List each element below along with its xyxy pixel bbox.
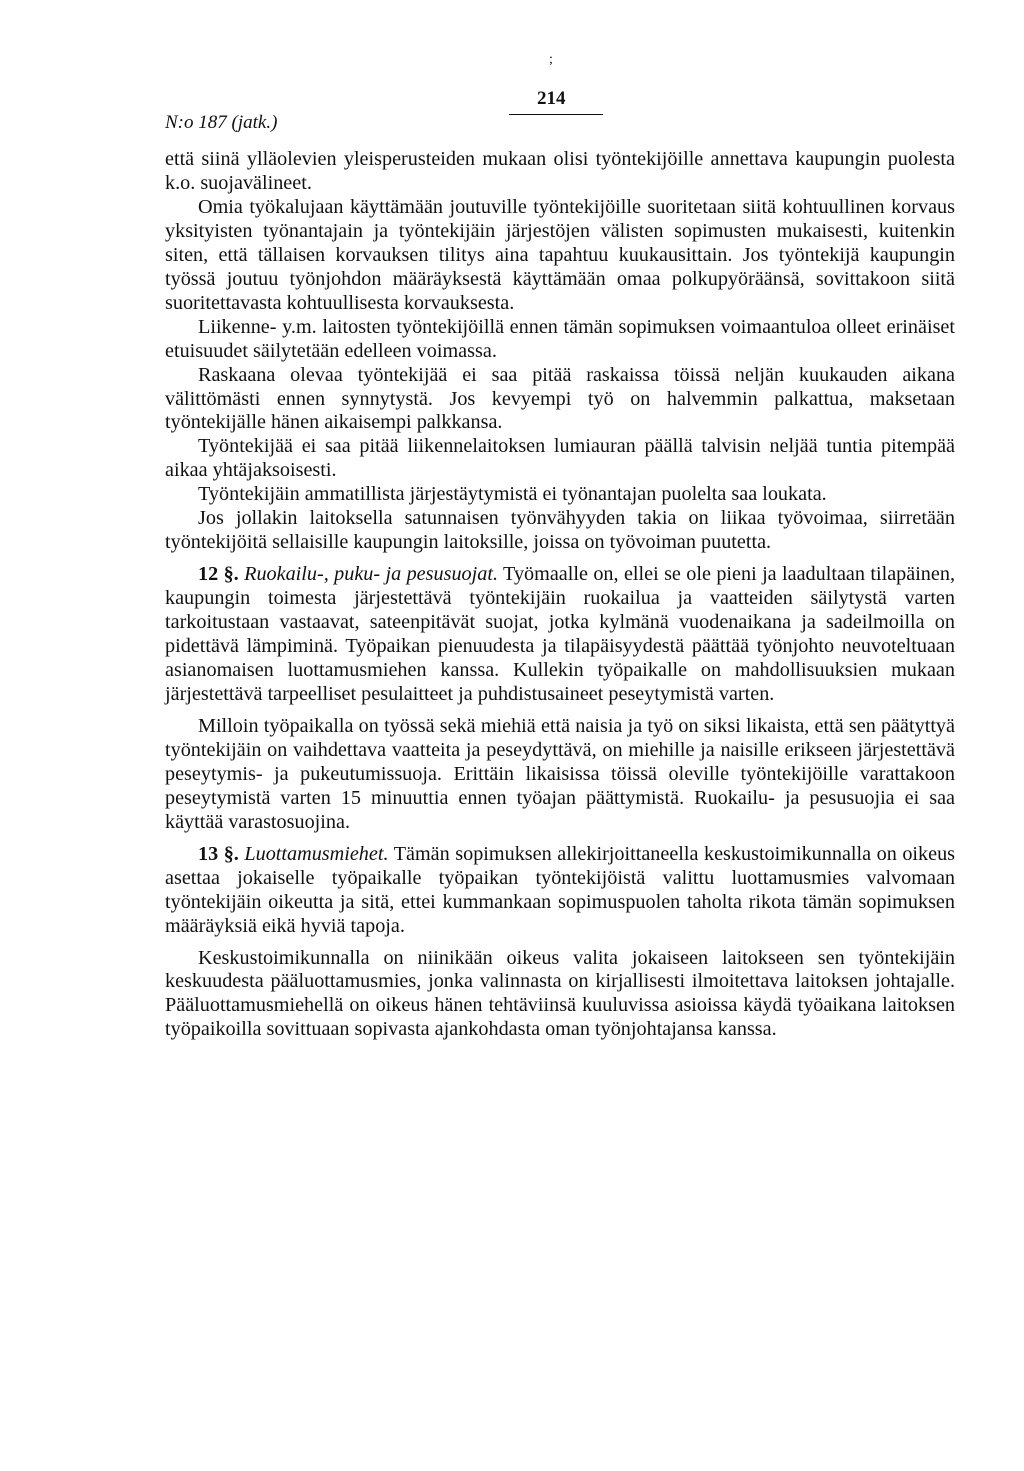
running-head: N:o 187 (jatk.) xyxy=(165,112,278,133)
section-12 xyxy=(165,563,955,707)
paragraph-washing-facilities: Milloin työpaikalla on työssä sekä miehiä että naisia ja työ on siksi likaista, että sen päätyttyä työntekijäin on vaihdettava vaatteita ja peseydyttävä, on miehille ja naisille erikseen järjestettävä peseytymis- ja pukeutumissuoja. Erittäin likaisissa töissä oleville työntekijöille varattakoon peseytymistä varten 15 minuuttia ennen työajan päättymistä. Ruokailu- ja pesusuojia ei saa käyttää varastosuojina. xyxy=(165,714,955,833)
stray-mark: ; xyxy=(549,52,553,67)
page-number: 214 xyxy=(537,88,566,109)
page-number-rule xyxy=(509,114,603,115)
paragraph-workforce-transfer: Jos jollakin laitoksella satunnaisen työnvähyyden takia on liikaa työvoimaa, siirretään työntekijöitä sellaisille kaupungin laitoksille, joissa on työvoiman puutetta. xyxy=(165,507,955,554)
paragraph-pregnant-workers: Raskaana olevaa työntekijää ei saa pitää raskaissa töissä neljän kuukauden aikana välittömästi ennen synnytystä. Jos kevyempi työ on halvemmin palkattua, maksetaan työntekijälle hänen aikaisempi palkkansa. xyxy=(165,363,955,434)
section-13 xyxy=(165,843,955,939)
paragraph-own-tools: Omia työkalujaan käyttämään joutuville työntekijöille suoritetaan siitä kohtuullinen korvaus yksityisten työnantajain ja työntekijäin järjestöjen välisten sopimusten mukaisesti, kuitenkin siten, että tällaisen korvauksen tilitys aina tapahtuu kuukausittain. Jos työntekijä kaupungin työssä joutuu työnjohdon määräyksestä käyttämään omaa polkupyöräänsä, sovittakoon siitä suoritettavasta kohtuullisesta korvauksesta. xyxy=(165,195,955,314)
section-13-number: 13 §. xyxy=(198,842,239,865)
section-13-text: Tämän sopimuksen allekirjoittaneella keskustoimikunnalla on oikeus asettaa jokaiselle työpaikalle työpaikan työntekijöistä valittu luottamusmies valvomaan työntekijäin oikeutta ja sitä, ettei kummankaan sopimuspuolen taholta rikota tämän sopimuksen määräyksiä eikä hyviä tapoja. xyxy=(165,842,956,937)
paragraph-existing-benefits: Liikenne- y.m. laitosten työntekijöillä ennen tämän sopimuksen voimaantuloa olleet erinäiset etuisuudet säilytetään edelleen voimassa. xyxy=(165,315,955,362)
section-12-number: 12 §. xyxy=(198,563,239,586)
section-12-heading: Ruokailu-, puku- ja pesusuojat. xyxy=(244,563,498,586)
section-13-heading: Luottamusmiehet. xyxy=(244,842,389,865)
section-12-text: Työmaalle on, ellei se ole pieni ja laadultaan tilapäinen, kaupungin toimesta järjestettävä työntekijäin ruokailua ja vaatteiden säilytystä varten tarkoitustaan vastaavat, sateenpitävät suojat, jotka kylmänä vuodenaikana ja sadeilmoilla on pidettävä lämpiminä. Työpaikan pienuudesta ja tilapäisyydestä päättää työnjohto neuvoteltuaan asianomaisen luottamusmiehen kanssa. Kullekin työpaikalle on mahdollisuuksien mukaan järjestettävä tarpeelliset pesulaitteet ja puhdistusaineet peseytymistä varten. xyxy=(165,563,956,705)
paragraph-chief-shop-steward: Keskustoimikunnalla on niinikään oikeus valita jokaiseen laitokseen sen työntekijäin keskuudesta pääluottamusmies, jonka valinnasta on kirjallisesti ilmoitettava laitoksen johtajalle. Pääluottamusmiehellä on oikeus hänen tehtäviinsä kuuluvissa asioissa käydä työaikana laitoksen työpaikoilla sovittuaan sopivasta ajankohdasta oman työnjohtajansa kanssa. xyxy=(165,946,955,1041)
paragraph-organization-rights: Työntekijäin ammatillista järjestäytymistä ei työnantajan puolelta saa loukata. xyxy=(198,483,827,506)
body-text xyxy=(165,148,955,1042)
paragraph-continued-safety-equipment: että siinä ylläolevien yleisperusteiden mukaan olisi työntekijöille annettava kaupungin puolesta k.o. suojavälineet. xyxy=(165,148,955,194)
paragraph-snowplough: Työntekijää ei saa pitää liikennelaitoksen lumiauran päällä talvisin neljää tuntia pitempää aikaa yhtäjaksoisesti. xyxy=(165,435,955,482)
